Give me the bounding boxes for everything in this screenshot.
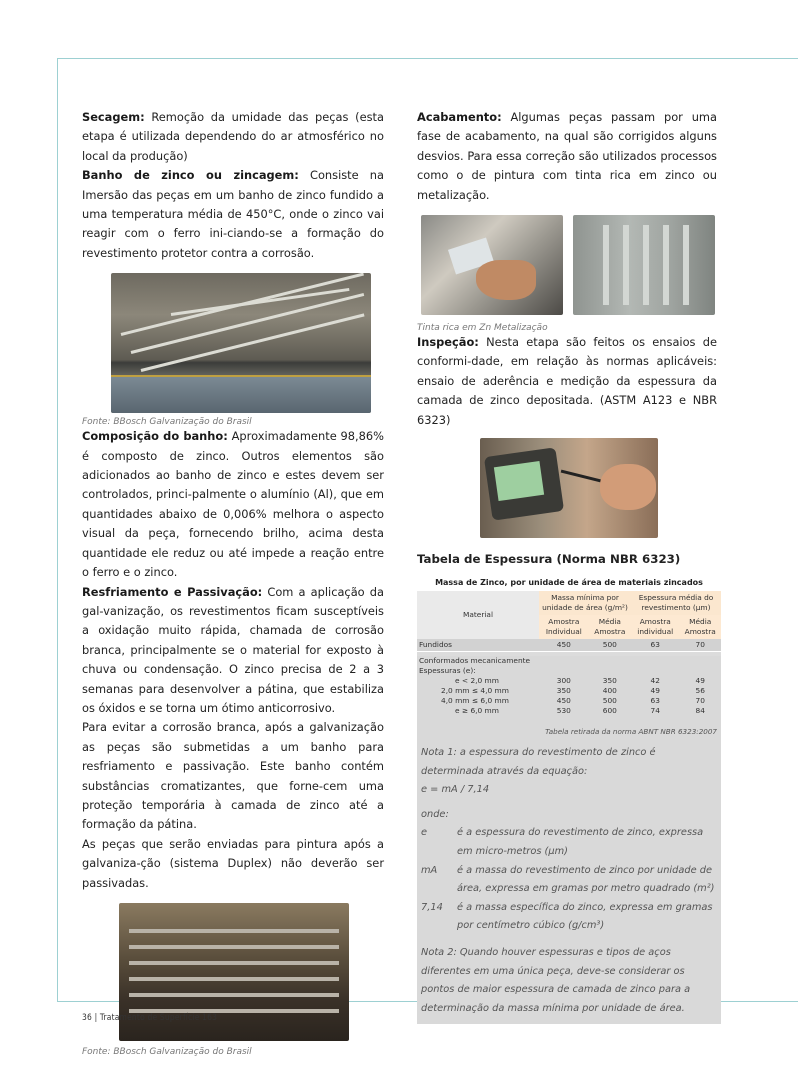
zinc-paint-photo (421, 215, 563, 315)
notes-box (417, 715, 721, 1024)
col-group-thickness: Espessura média do revestimento (µm) (631, 591, 721, 615)
metallization-photo (573, 215, 715, 315)
col-amostra-individual: Amostra Individual (539, 615, 589, 639)
paragraph-acabamento: Acabamento: Algumas peças passam por uma fase de acabamento, na qual são corrigidos alguns desvios. Para essa correção são utilizados processos como o de pintura com tinta rica em zinco ou metalização. (417, 110, 717, 202)
col-amostra-individual-2: Amostra individual (631, 615, 679, 639)
onde-label: onde: (421, 808, 449, 820)
col-media-amostra-2: Média Amostra (679, 615, 721, 639)
caption-photo-3: Tinta rica em Zn Metalização (417, 323, 548, 334)
note-1: Nota 1: a espessura do revestimento de zinco é determinada através da equação: (421, 747, 656, 777)
definition-e: e é a espessura do revestimento de zinco, expressa em micro-metros (µm) (421, 827, 704, 858)
equation: e = mA / 7,14 (421, 784, 490, 796)
table-row: e < 2,0 mm 300 350 42 49 (455, 676, 705, 686)
col-material: Material (417, 591, 539, 639)
table-row: Espessuras (e): (419, 666, 476, 676)
left-column (82, 108, 384, 1057)
definition-714: 7,14 é a massa específica do zinco, expressa em gramas por centímetro cúbico (g/cm³) (421, 901, 713, 932)
finishing-photos (421, 215, 717, 315)
paragraph-composicao: Composição do banho: Aproximadamente 98,86% é composto de zinco. Outros elementos são adicionados ao banho de zinco e estes devem ser controlados, princi-palmente o alumínio (Al), que em quantidades abaixo de 0,006% melhora o aspecto visual da peça, fornecendo brilho, acima desta quantidade ele reduz ou até impede a reação entre o ferro e o zinco. (82, 429, 384, 580)
paragraph-banho: Banho de zinco ou zincagem: Consiste na Imersão das peças em um banho de zinco fundido a uma temperatura média de 450°C, onde o zinco vai reagir com o ferro ini-ciando-se a formação do revestimento protetor contra a corrosão. (82, 168, 385, 260)
table-row: 4,0 mm ≤ 6,0 mm 450 500 63 70 (441, 696, 705, 706)
col-group-mass: Massa mínima por unidade de área (g/m²) (539, 591, 631, 615)
paragraph-evitar-corrosao: Para evitar a corrosão branca, após a galvanização as peças são submetidas a um banho para resfriamento e passivação. Este banho contém substâncias cromatizantes, que forne-cem uma proteção temporária à camada de zinco até a formação da pátina. (82, 720, 384, 832)
table-title: Massa de Zinco, por unidade de área de materiais zincados (435, 578, 703, 588)
table-row: Conformados mecanicamente (419, 656, 531, 666)
paragraph-inspecao: Inspeção: Nesta etapa são feitos os ensaios de conformi-dade, em relação às normas aplicáveis: ensaio de aderência e medição da espessura da camada de zinco depositada. (ASTM A123 e NBR 6323) (417, 335, 717, 427)
table-source: Tabela retirada da norma ABNT NBR 6323:2007 (545, 727, 717, 737)
thickness-table (417, 591, 721, 716)
col-media-amostra: Média Amostra (589, 615, 631, 639)
paragraph-duplex: As peças que serão enviadas para pintura após a galvaniza-ção (sistema Duplex) não deverão ser passivadas. (82, 836, 384, 890)
table-row: e ≥ 6,0 mm 530 600 74 84 (455, 706, 705, 716)
caption-photo-1: Fonte: BBosch Galvanização do Brasil (82, 417, 252, 428)
galvanizing-plant-photo (111, 273, 371, 413)
caption-photo-2: Fonte: BBosch Galvanização do Brasil (82, 1047, 252, 1057)
page-footer: 36 | Tratamento de Superfície 163 (82, 1012, 218, 1022)
paragraph-secagem: Secagem: Remoção da umidade das peças (esta etapa é utilizada dependendo do ar atmosférico no local da produção) (82, 110, 384, 163)
note-2: Nota 2: Quando houver espessuras e tipos de aços diferentes em uma única peça, deve-se considerar os pontos de maior espessura de camada de zinco para a determinação da massa mínima por unidade de área. (421, 947, 691, 1014)
table-heading: Tabela de Espessura (Norma NBR 6323) (417, 552, 681, 567)
table-row: 2,0 mm ≤ 4,0 mm 350 400 49 56 (441, 686, 705, 696)
right-column (417, 108, 717, 1024)
paragraph-resfriamento: Resfriamento e Passivação: Com a aplicação da gal-vanização, os revestimentos ficam susceptíveis a oxidação muito rápida, chamada de corrosão branca, principalmente se o material for exposto à chuva ou condensação. O zinco precisa de 2 a 3 semanas para desenvolver a pátina, que estabiliza os óxidos e se torna um ótimo anticorrosivo. (82, 584, 384, 715)
definition-ma: mA é a massa do revestimento de zinco por unidade de área, expressa em gramas por metro quadrado (m²) (421, 864, 715, 895)
table-row: Fundidos 450 500 63 70 (417, 639, 721, 652)
thickness-gauge-photo (480, 438, 658, 538)
